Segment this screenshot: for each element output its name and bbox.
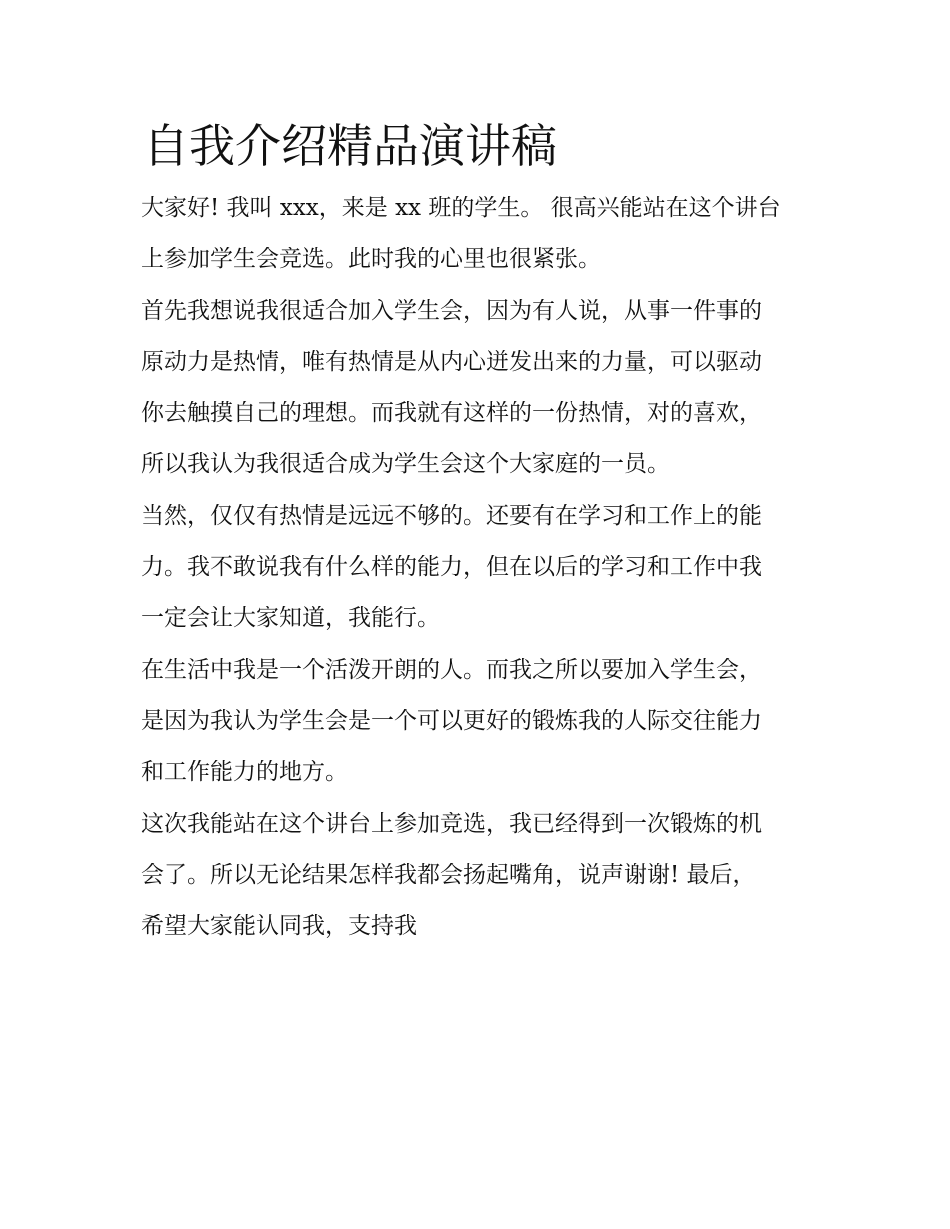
text-line: 大家好! 我叫 xxx，来是 xx 班的学生。 很高兴能站在这个讲台 bbox=[141, 196, 781, 221]
speech-body bbox=[141, 196, 813, 965]
text-line: 一定会让大家知道，我能行。 bbox=[141, 606, 440, 632]
text-line: 会了。所以无论结果怎样我都会扬起嘴角，说声谢谢! 最后， bbox=[141, 862, 756, 888]
text-line: 首先我想说我很适合加入学生会，因为有人说，从事一件事的 bbox=[141, 298, 762, 324]
text-line: 上参加学生会竞选。此时我的心里也很紧张。 bbox=[141, 247, 601, 273]
text-line: 所以我认为我很适合成为学生会这个大家庭的一员。 bbox=[141, 452, 670, 478]
text-line: 原动力是热情，唯有热情是从内心迸发出来的力量，可以驱动 bbox=[141, 349, 762, 375]
text-line: 力。我不敢说我有什么样的能力，但在以后的学习和工作中我 bbox=[141, 555, 762, 581]
text-line: 你去触摸自己的理想。而我就有这样的一份热情，对的喜欢， bbox=[141, 401, 762, 427]
text-line: 在生活中我是一个活泼开朗的人。而我之所以要加入学生会， bbox=[141, 657, 762, 683]
text-line: 当然，仅仅有热情是远远不够的。还要有在学习和工作上的能 bbox=[141, 503, 762, 529]
text-line: 这次我能站在这个讲台上参加竞选，我已经得到一次锻炼的机 bbox=[141, 811, 762, 837]
page-title: 自我介绍精品演讲稿 bbox=[143, 119, 557, 173]
text-line: 是因为我认为学生会是一个可以更好的锻炼我的人际交往能力 bbox=[141, 708, 762, 734]
text-line: 和工作能力的地方。 bbox=[141, 760, 348, 786]
text-line: 希望大家能认同我，支持我 bbox=[141, 914, 417, 940]
